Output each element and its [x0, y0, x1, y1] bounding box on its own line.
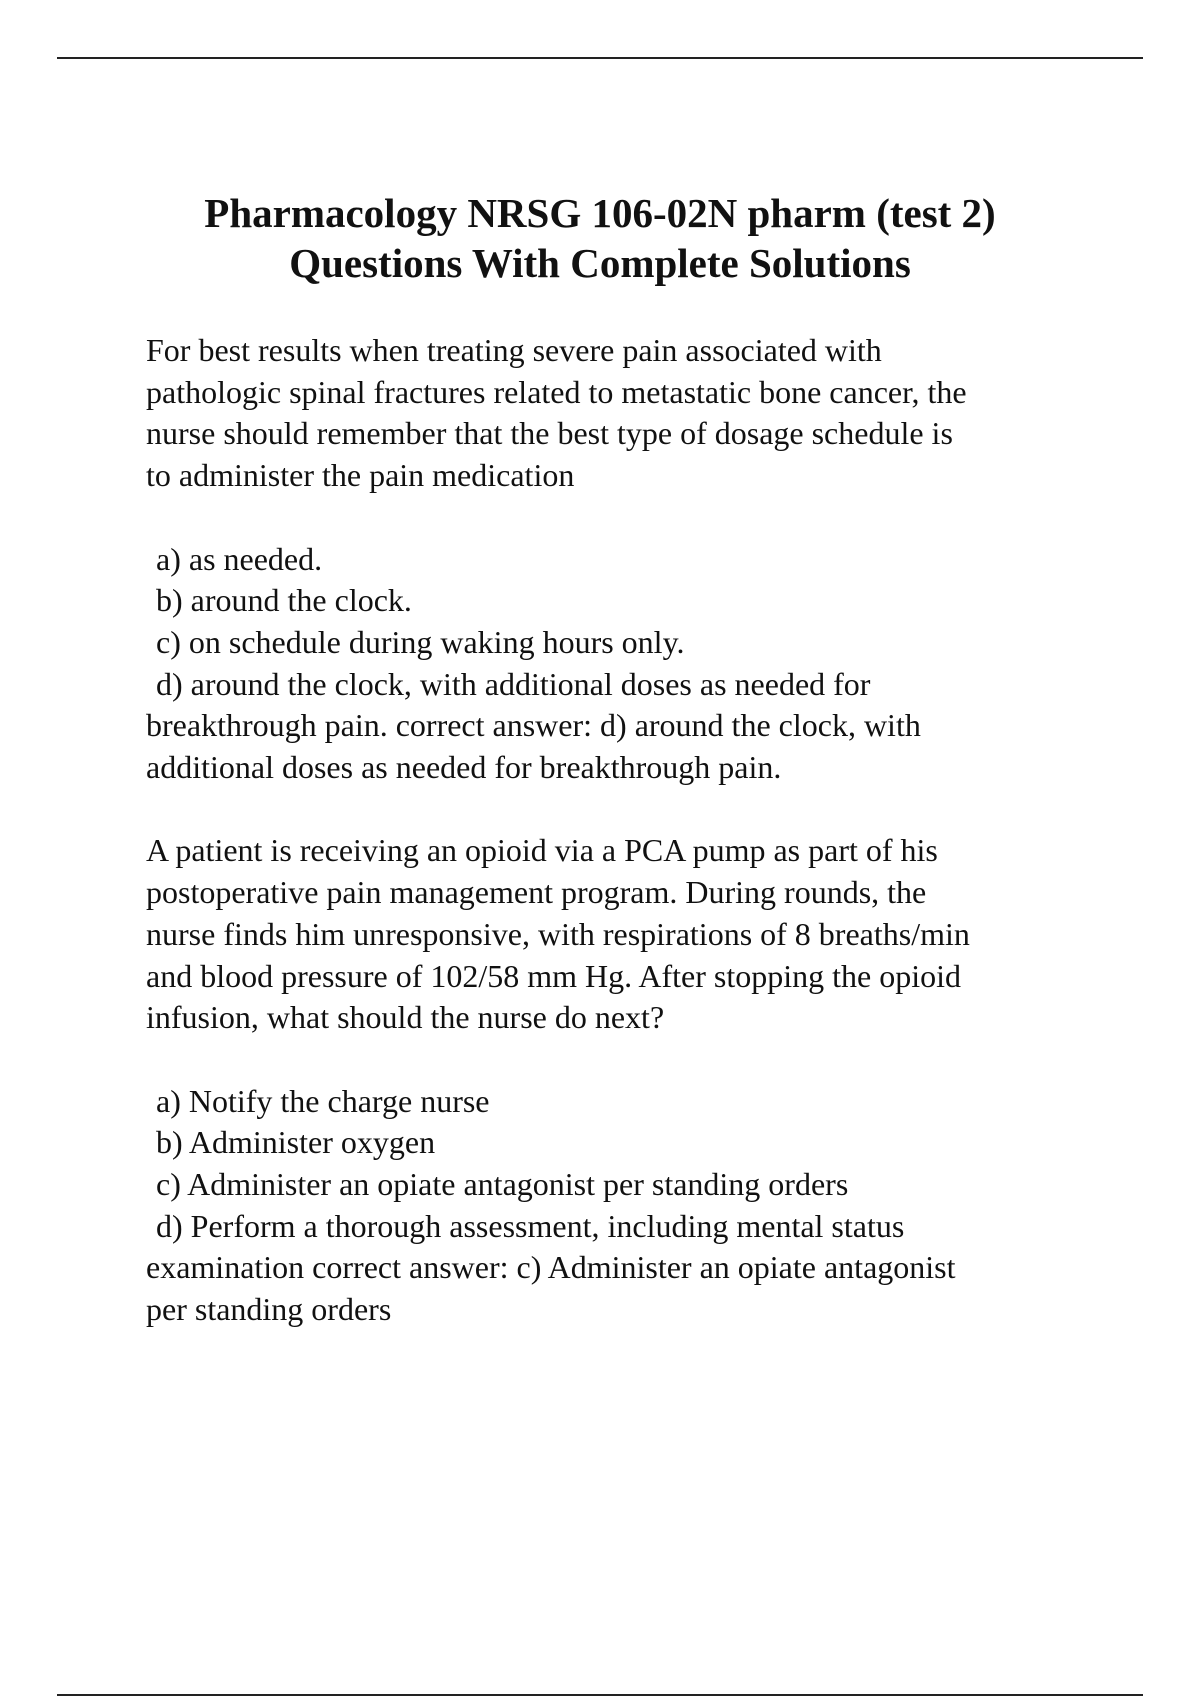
top-rule	[57, 57, 1143, 59]
stem-line: to administer the pain medication	[146, 457, 575, 494]
option-c: c) Administer an opiate antagonist per standing orders	[156, 1166, 849, 1203]
spacer	[146, 1039, 1106, 1081]
document-body	[146, 330, 1106, 1331]
question-2	[146, 830, 1106, 1330]
stem-line: and blood pressure of 102/58 mm Hg. After stopping the opioid	[146, 957, 962, 994]
stem-line: postoperative pain management program. During rounds, the	[146, 874, 927, 911]
answer-line: per standing orders	[146, 1291, 392, 1328]
question-2-answer	[146, 1247, 1106, 1330]
document-title	[100, 188, 1100, 288]
answer-line: additional doses as needed for breakthrough pain.	[146, 749, 782, 786]
stem-line: nurse finds him unresponsive, with respirations of 8 breaths/min	[146, 915, 970, 952]
answer-line: examination correct answer: c) Administer an opiate antagonist	[146, 1249, 956, 1286]
spacer	[146, 497, 1106, 539]
stem-line: infusion, what should the nurse do next?	[146, 999, 665, 1036]
question-1-answer	[146, 705, 1106, 788]
stem-line: A patient is receiving an opioid via a PCA pump as part of his	[146, 832, 938, 869]
option-a: a) Notify the charge nurse	[156, 1082, 490, 1119]
title-line-2: Questions With Complete Solutions	[289, 240, 911, 286]
option-b: b) Administer oxygen	[156, 1124, 436, 1161]
answer-line: breakthrough pain. correct answer: d) around the clock, with	[146, 707, 921, 744]
option-a: a) as needed.	[156, 540, 323, 577]
question-1-options	[146, 539, 1106, 706]
title-line-1: Pharmacology NRSG 106-02N pharm (test 2)	[204, 190, 996, 236]
option-b: b) around the clock.	[156, 582, 412, 619]
spacer	[146, 789, 1106, 831]
option-c: c) on schedule during waking hours only.	[156, 623, 685, 660]
stem-line: pathologic spinal fractures related to metastatic bone cancer, the	[146, 373, 967, 410]
option-d: d) around the clock, with additional doses as needed for	[156, 665, 871, 702]
stem-line: For best results when treating severe pain associated with	[146, 332, 882, 368]
question-2-options	[146, 1081, 1106, 1248]
option-d: d) Perform a thorough assessment, including mental status	[156, 1207, 905, 1244]
stem-line: nurse should remember that the best type of dosage schedule is	[146, 415, 953, 452]
question-1-stem	[146, 330, 1106, 497]
question-1	[146, 330, 1106, 789]
question-2-stem	[146, 830, 1106, 1039]
bottom-rule	[57, 1694, 1143, 1696]
